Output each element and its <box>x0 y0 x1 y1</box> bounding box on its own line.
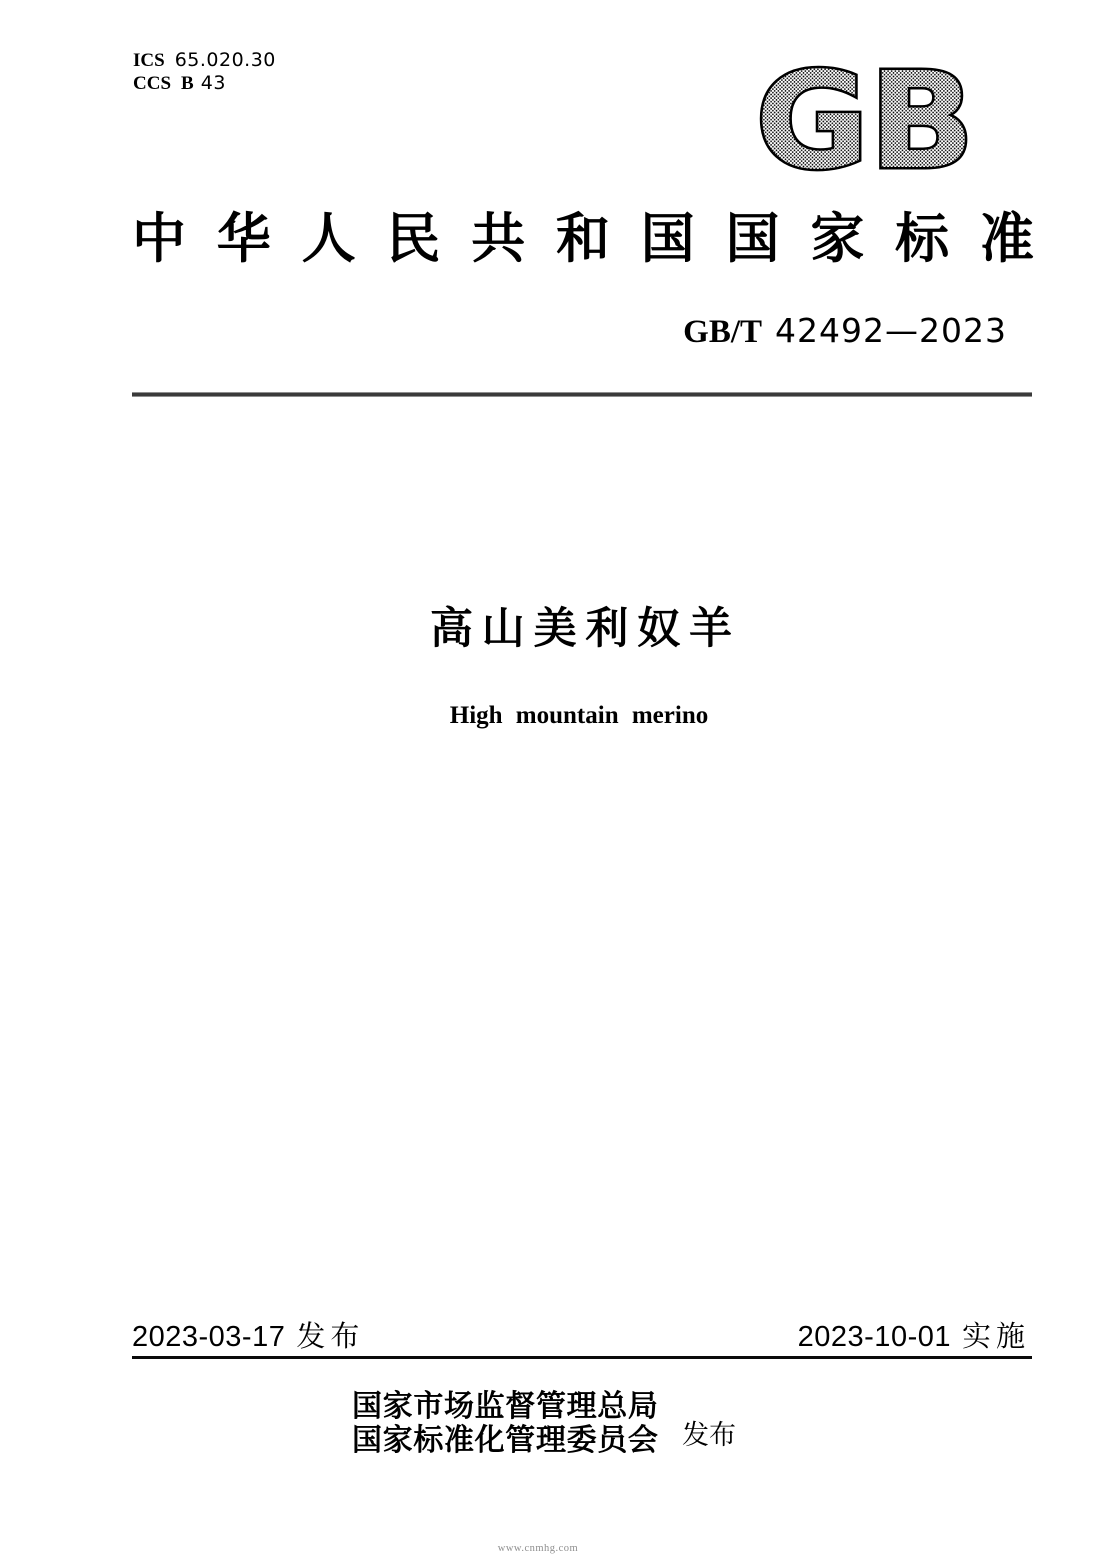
footer-rule <box>132 1356 1032 1359</box>
ccs-line <box>133 72 276 95</box>
classification-block <box>133 49 276 95</box>
ics-value: 65.020.30 <box>174 49 276 71</box>
date-row <box>132 1320 1030 1354</box>
publisher-block <box>352 1390 658 1458</box>
issue-date-label: 发布 <box>296 1321 365 1353</box>
document-title-english: High mountain merino <box>449 702 709 729</box>
ccs-label: CCS <box>133 73 172 94</box>
issue-date: 2023-03-17 <box>132 1321 286 1353</box>
header-rule <box>132 392 1032 397</box>
watermark: www.cnmhg.com <box>497 1543 579 1554</box>
ics-line <box>133 49 276 72</box>
standard-code-prefix: GB/T <box>683 314 763 350</box>
publisher-line-1: 国 家 市 场 监 督 管 理 总 局 <box>352 1390 658 1423</box>
publisher-line-2: 国 家 标 准 化 管 理 委 员 会 <box>352 1424 658 1457</box>
publish-label: 发 布 <box>682 1420 736 1450</box>
issue-date-pair <box>132 1320 364 1354</box>
implementation-date: 2023-10-01 <box>797 1321 951 1353</box>
standard-code-number: 42492—2023 <box>775 311 1007 350</box>
implementation-date-pair <box>798 1320 1030 1354</box>
implementation-date-label: 实施 <box>961 1321 1030 1353</box>
national-standard-headline: 中 华 人 民 共 和 国 国 家 标 准 <box>132 209 1034 269</box>
ics-label: ICS <box>133 50 165 71</box>
document-title-chinese: 高 山 美 利 奴 羊 <box>430 604 732 654</box>
ccs-value: B 43 <box>181 72 226 94</box>
gb-logo <box>754 63 977 182</box>
gb-logo-text: GB <box>755 63 975 182</box>
standard-code <box>683 312 1007 351</box>
